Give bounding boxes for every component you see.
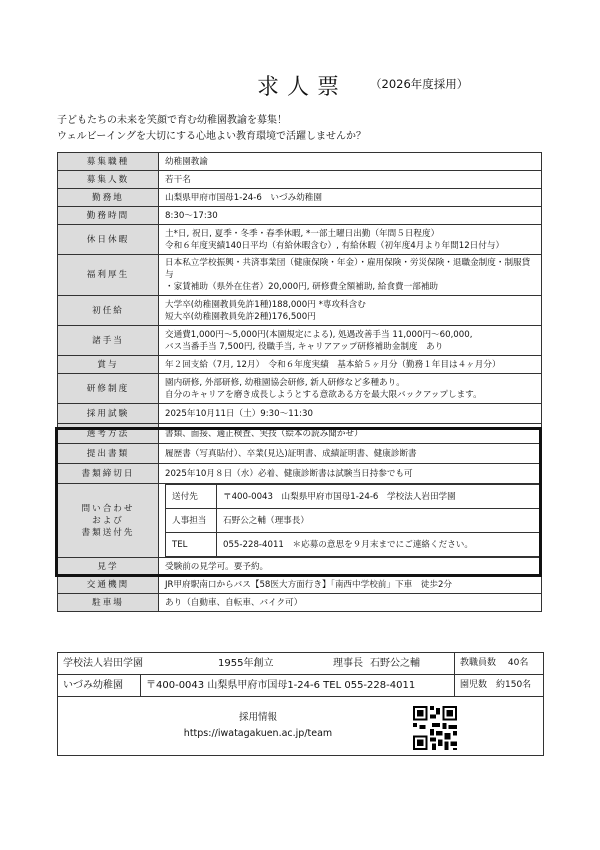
value-benefits <box>159 255 542 296</box>
row-training <box>58 374 542 404</box>
row-transport <box>58 576 542 594</box>
value-parking: あり（自動車、自転車、バイク可） <box>159 594 542 612</box>
label-benefits: 福利厚生 <box>58 255 159 296</box>
label-selection: 選考方法 <box>58 424 159 444</box>
job-details-table <box>57 152 542 612</box>
row-documents <box>58 444 542 464</box>
value-contact <box>159 484 542 558</box>
row-exam-date <box>58 404 542 424</box>
staff-count: 教職員数 40名 <box>454 653 544 674</box>
intro-line: 子どもたちの未来を笑顔で育む幼稚園教諭を募集！ <box>57 115 287 126</box>
allowances-line: バス当番手当 7,500円, 役職手当, キャリアアップ研修補助金制度 あり <box>165 341 444 352</box>
recruit-url[interactable]: https://iwatagakuen.ac.jp/team <box>183 728 333 739</box>
recruit-info <box>58 710 458 742</box>
value-bonus: 年２回支給（7月, 12月） 令和６年度実績 基本給５ヶ月分（勤務１年目は４ヶ月分） <box>159 356 542 374</box>
contact-tel-label: TEL <box>166 533 217 557</box>
allowances-line: 交通費1,000円～5,000円(本園規定による), 処遇改善手当 11,000円～60,000, <box>165 329 473 340</box>
value-transport: JR甲府駅南口からバス【58医大方面行き】「南西中学校前」下車 徒歩2分 <box>159 576 542 594</box>
label-tour: 見学 <box>58 558 159 576</box>
label-contact <box>58 484 159 558</box>
row-location <box>58 189 542 207</box>
qr-code-icon[interactable] <box>413 706 457 750</box>
row-benefits <box>58 255 542 296</box>
label-training: 研修制度 <box>58 374 159 404</box>
row-hours <box>58 207 542 225</box>
label-holidays: 休日休暇 <box>58 225 159 255</box>
value-documents: 履歴書（写真貼付）、卒業(見込)証明書、成績証明書、健康診断書 <box>159 444 542 464</box>
label-job-type: 募集職種 <box>58 153 159 171</box>
contact-address-label: 送付先 <box>166 485 217 509</box>
value-job-type: 幼稚園教諭 <box>159 153 542 171</box>
label-bonus: 賞与 <box>58 356 159 374</box>
page-subtitle: （2026年度採用） <box>370 77 469 91</box>
row-headcount <box>58 171 542 189</box>
chairman-name: 石野公之輔 <box>370 658 420 669</box>
intro-line: ウェルビーイングを大切にする心地よい教育環境で活躍しませんか？ <box>57 131 366 142</box>
label-salary: 初任給 <box>58 296 159 326</box>
contact-tel-value: 055-228-4011 <box>223 539 284 550</box>
row-selection <box>58 424 542 444</box>
chairman-label: 理事長 <box>333 658 363 669</box>
contact-tel-note: ＊応募の意思を９月末までにご連絡ください。 <box>292 539 473 550</box>
page-title: 求人票 <box>257 75 348 100</box>
page-title-block <box>0 70 600 100</box>
row-contact <box>58 484 542 558</box>
row-allowances <box>58 326 542 356</box>
value-tour: 受験前の見学可。要予約。 <box>159 558 542 576</box>
contact-tel-cell <box>217 533 541 557</box>
label-deadline: 書類締切日 <box>58 464 159 484</box>
contact-subtable <box>165 484 541 557</box>
corp-name: 学校法人岩田学園 <box>63 658 143 669</box>
value-headcount: 若干名 <box>159 171 542 189</box>
label-documents: 提出書類 <box>58 444 159 464</box>
benefits-line: 日本私立学校振興・共済事業団（健康保険・年金）・雇用保険・労災保険・退職金制度・制服貸与 <box>165 258 531 280</box>
row-salary <box>58 296 542 326</box>
contact-address-value: 〒400-0043 山梨県甲府市国母1-24-6 学校法人岩田学園 <box>217 485 541 509</box>
value-holidays <box>159 225 542 255</box>
row-job-type <box>58 153 542 171</box>
value-salary <box>159 296 542 326</box>
label-exam-date: 採用試験 <box>58 404 159 424</box>
student-count: 園児数 約150名 <box>454 675 544 696</box>
contact-label-line: 問い合わせ <box>81 503 135 514</box>
row-parking <box>58 594 542 612</box>
value-deadline: 2025年10月８日（水）必着、健康診断書は試験当日持参でも可 <box>159 464 542 484</box>
footer-box <box>57 652 544 756</box>
footer-row-kindergarten <box>58 675 543 697</box>
benefits-line: ・家賃補助（県外在住者）20,000円, 研修費全額補助, 給食費一部補助 <box>165 282 439 292</box>
label-parking: 駐車場 <box>58 594 159 612</box>
footer-row-corp <box>58 653 543 675</box>
value-selection: 書類、面接、適正検査、実技（絵本の読み聞かせ） <box>159 424 542 444</box>
row-holidays <box>58 225 542 255</box>
contact-person-label: 人事担当 <box>166 509 217 533</box>
holidays-line: 令和６年度実績140日平均（有給休暇含む）, 有給休暇（初年度4月より年間12日付与） <box>165 240 505 251</box>
label-hours: 勤務時間 <box>58 207 159 225</box>
label-transport: 交通機関 <box>58 576 159 594</box>
value-training <box>159 374 542 404</box>
row-deadline <box>58 464 542 484</box>
training-line: 園内研修, 外部研修, 幼稚園協会研修, 新人研修など多種あり。 <box>165 377 405 388</box>
founded: 1955年創立 <box>218 658 274 669</box>
row-bonus <box>58 356 542 374</box>
contact-label-line: および <box>92 515 124 526</box>
salary-line: 大学卒(幼稚園教員免許1種)188,000円 *専攻科含む <box>165 299 366 310</box>
row-tour <box>58 558 542 576</box>
intro-text <box>57 113 366 145</box>
label-allowances: 諸手当 <box>58 326 159 356</box>
value-hours: 8:30～17:30 <box>159 207 542 225</box>
contact-person-value: 石野公之輔（理事長） <box>217 509 541 533</box>
recruit-label: 採用情報 <box>238 712 277 723</box>
label-headcount: 募集人数 <box>58 171 159 189</box>
value-location: 山梨県甲府市国母1-24-6 いづみ幼稚園 <box>159 189 542 207</box>
value-allowances <box>159 326 542 356</box>
salary-line: 短大卒(幼稚園教員免許2種)176,500円 <box>165 311 316 322</box>
kindergarten-name: いづみ幼稚園 <box>63 680 123 691</box>
holidays-line: 土*日, 祝日, 夏季・冬季・春季休暇, *一部土曜日出勤（年間５日程度） <box>165 228 440 239</box>
value-exam-date: 2025年10月11日（土）9:30～11:30 <box>159 404 542 424</box>
kindergarten-address: 〒400-0043 山梨県甲府市国母1-24-6 TEL 055-228-4011 <box>140 675 415 696</box>
training-line: 自分のキャリアを磨き成長しようとする意欲ある方を最大限バックアップします。 <box>165 389 482 400</box>
contact-label-line: 書類送付先 <box>81 527 135 538</box>
label-location: 勤務地 <box>58 189 159 207</box>
